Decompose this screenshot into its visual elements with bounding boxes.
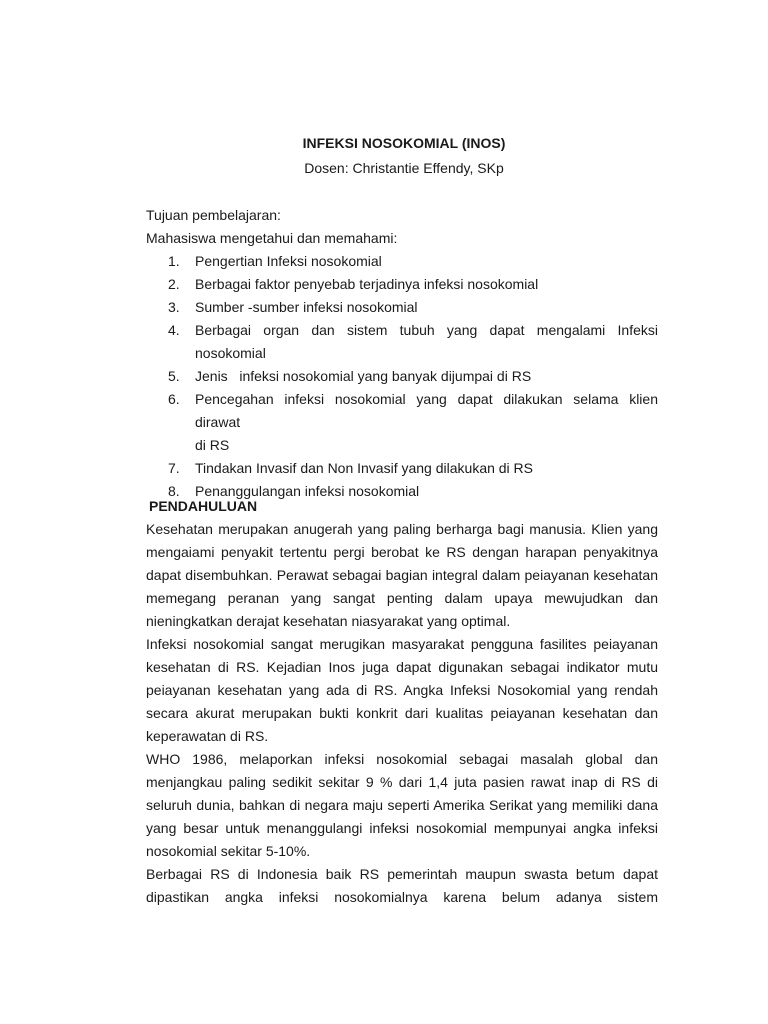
list-item bbox=[168, 457, 658, 480]
paragraph-line: seluruh dunia, bahkan di negara maju seperti Amerika Serikat yang memiliki dana bbox=[146, 797, 658, 813]
list-number: 7. bbox=[168, 460, 180, 476]
paragraph-line: keperawatan di RS. bbox=[146, 728, 269, 744]
objectives-list bbox=[168, 250, 658, 503]
paragraph-line: secara akurat merupakan bukti konkrit dari kualitas peiayanan kesehatan dan bbox=[146, 705, 658, 721]
list-text: Penanggulangan infeksi nosokomial bbox=[195, 483, 420, 499]
paragraph-line: nieningkatkan derajat kesehatan niasyarakat yang optimal. bbox=[146, 613, 511, 629]
paragraph bbox=[146, 863, 658, 909]
paragraph-line: dipastikan angka infeksi nosokomialnya karena belum adanya sistem bbox=[146, 889, 658, 905]
paragraph-line: dapat disembuhkan. Perawat sebagai bagian integral dalam peiayanan kesehatan bbox=[146, 567, 658, 583]
section-body bbox=[146, 518, 658, 909]
paragraph-line: memegang peranan yang sangat penting dalam upaya mewujudkan dan bbox=[146, 590, 658, 606]
list-text bbox=[195, 319, 658, 365]
document-title: INFEKSI NOSOKOMIAL (INOS) bbox=[302, 135, 506, 151]
list-text-line: di RS bbox=[195, 437, 230, 453]
paragraph-line: menjangkau paling sedikit sekitar 9 % dari 1,4 juta pasien rawat inap di RS di bbox=[146, 774, 658, 790]
list-item bbox=[168, 273, 658, 296]
paragraph-line: yang besar untuk menanggulangi infeksi nosokomial mempunyai angka infeksi bbox=[146, 820, 658, 836]
list-item bbox=[168, 388, 658, 457]
list-number: 3. bbox=[168, 299, 180, 315]
list-text bbox=[195, 388, 658, 457]
list-text-line: Pencegahan infeksi nosokomial yang dapat dilakukan selama klien dirawat bbox=[195, 391, 658, 430]
paragraph bbox=[146, 518, 658, 633]
list-text: Pengertian Infeksi nosokomial bbox=[195, 253, 382, 269]
paragraph-line: kesehatan di RS. Kejadian Inos juga dapat digunakan sebagai indikator mutu bbox=[146, 659, 658, 675]
paragraph-line: peiayanan kesehatan yang ada di RS. Angka Infeksi Nosokomial yang rendah bbox=[146, 682, 658, 698]
list-text: Sumber -sumber infeksi nosokomial bbox=[195, 299, 418, 315]
intro-line: Tujuan pembelajaran: bbox=[146, 207, 281, 223]
section-heading: PENDAHULUAN bbox=[149, 498, 258, 514]
paragraph-line: nosokomial sekitar 5-10%. bbox=[146, 843, 311, 859]
list-number: 1. bbox=[168, 253, 180, 269]
list-text: Tindakan Invasif dan Non Invasif yang dilakukan di RS bbox=[195, 460, 534, 476]
list-text-line: nosokomial bbox=[195, 345, 266, 361]
intro-line: Mahasiswa mengetahui dan memahami: bbox=[146, 230, 398, 246]
list-number: 5. bbox=[168, 368, 180, 384]
list-number: 8. bbox=[168, 483, 180, 499]
paragraph-line: WHO 1986, melaporkan infeksi nosokomial sebagai masalah global dan bbox=[146, 751, 658, 767]
learning-objectives-intro bbox=[146, 204, 666, 250]
list-text: Jenis infeksi nosokomial yang banyak dijumpai di RS bbox=[195, 368, 532, 384]
list-number: 4. bbox=[168, 322, 180, 338]
paragraph bbox=[146, 633, 658, 748]
list-item bbox=[168, 365, 658, 388]
list-text-line: Berbagai organ dan sistem tubuh yang dapat mengalami Infeksi bbox=[195, 322, 658, 338]
paragraph-line: Berbagai RS di Indonesia baik RS pemerintah maupun swasta betum dapat bbox=[146, 866, 658, 882]
list-item bbox=[168, 319, 658, 365]
list-number: 2. bbox=[168, 276, 180, 292]
list-item bbox=[168, 296, 658, 319]
list-item bbox=[168, 250, 658, 273]
list-number: 6. bbox=[168, 391, 180, 407]
paragraph-line: Infeksi nosokomial sangat merugikan masyarakat pengguna fasilites peiayanan bbox=[146, 636, 658, 652]
list-text: Berbagai faktor penyebab terjadinya infeksi nosokomial bbox=[195, 276, 539, 292]
paragraph-line: mengaiami penyakit tertentu pergi berobat ke RS dengan harapan penyakitnya bbox=[146, 544, 658, 560]
paragraph-line: Kesehatan merupakan anugerah yang paling berharga bagi manusia. Klien yang bbox=[146, 521, 658, 537]
document-subtitle: Dosen: Christantie Effendy, SKp bbox=[304, 160, 504, 176]
paragraph bbox=[146, 748, 658, 863]
